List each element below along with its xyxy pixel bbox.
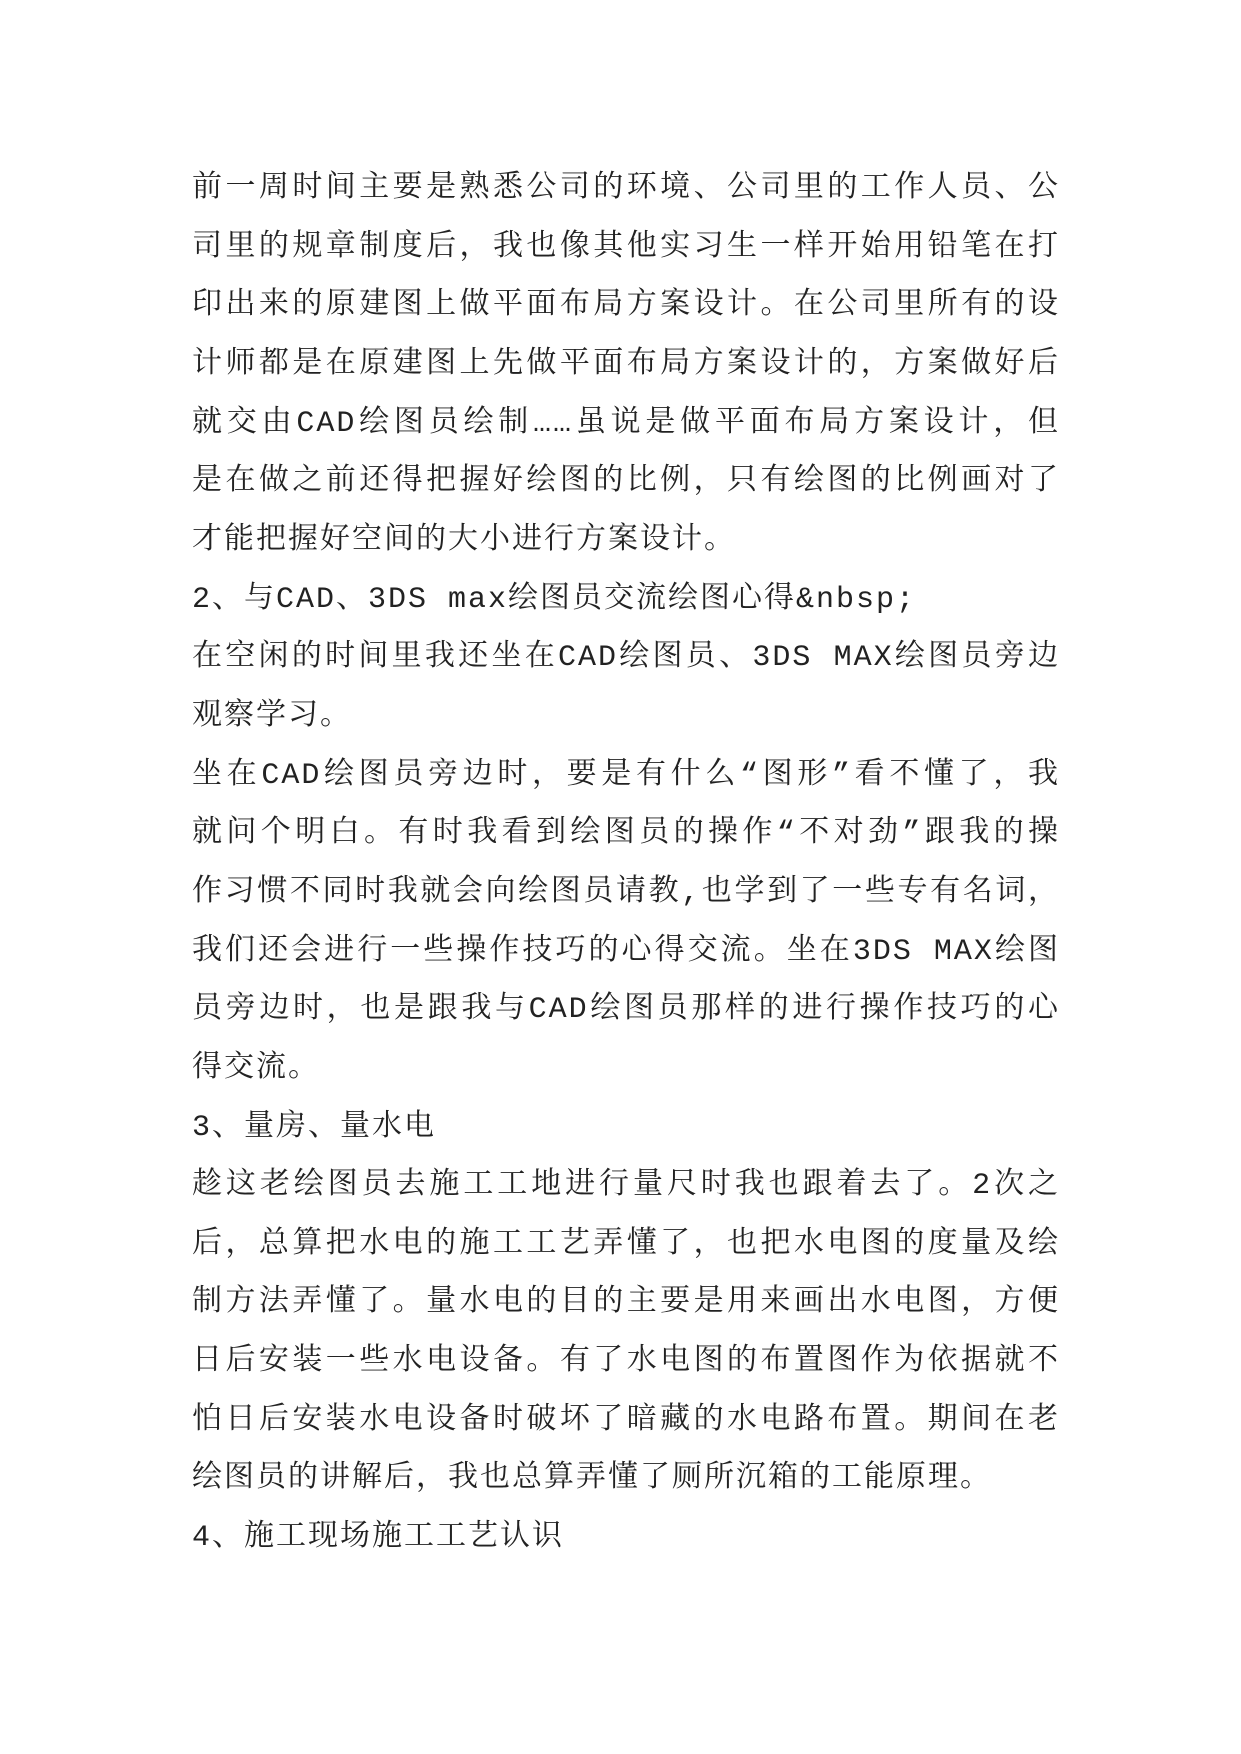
paragraph-line: 前一周时间主要是熟悉公司的环境、公司里的工作人员、公	[192, 172, 1060, 206]
paragraph-line: 计师都是在原建图上先做平面布局方案设计的，方案做好后	[192, 347, 1060, 382]
paragraph	[192, 747, 1060, 1099]
section-3	[192, 1099, 1060, 1510]
paragraph-line: 得交流。	[192, 1051, 320, 1086]
paragraph-line: 印出来的原建图上做平面布局方案设计。在公司里所有的设	[192, 289, 1060, 324]
section-heading: 2、与CAD、3DS max绘图员交流绘图心得&nbsp;	[192, 582, 917, 617]
paragraph	[192, 629, 1060, 746]
paragraph-line: 制方法弄懂了。量水电的目的主要是用来画出水电图，方便	[192, 1286, 1060, 1321]
paragraph-line: 绘图员的讲解后，我也总算弄懂了厕所沉箱的工能原理。	[192, 1462, 992, 1497]
section-2	[192, 571, 1060, 1099]
paragraph-line: 后，总算把水电的施工工艺弄懂了，也把水电图的度量及绘	[192, 1227, 1060, 1262]
paragraph-line: 在空闲的时间里我还坐在CAD绘图员、3DS MAX绘图员旁边	[192, 641, 1060, 676]
paragraph	[192, 1157, 1060, 1509]
section-heading: 3、量房、量水电	[192, 1110, 437, 1145]
paragraph-line: 员旁边时，也是跟我与CAD绘图员那样的进行操作技巧的心	[192, 993, 1060, 1028]
paragraph-line: 作习惯不同时我就会向绘图员请教,也学到了一些专有名词，	[192, 875, 1060, 910]
intro-paragraph	[192, 160, 1060, 571]
paragraph-line: 司里的规章制度后，我也像其他实习生一样开始用铅笔在打	[192, 230, 1060, 265]
section-4	[192, 1509, 1060, 1568]
paragraph-line: 是在做之前还得把握好绘图的比例，只有绘图的比例画对了	[192, 465, 1060, 500]
paragraph-line: 我们还会进行一些操作技巧的心得交流。坐在3DS MAX绘图	[192, 934, 1060, 969]
paragraph-line: 坐在CAD绘图员旁边时，要是有什么“图形”看不懂了，我	[192, 758, 1060, 793]
paragraph-line: 就问个明白。有时我看到绘图员的操作“不对劲”跟我的操	[192, 817, 1060, 852]
paragraph-line: 就交由CAD绘图员绘制……虽说是做平面布局方案设计，但	[192, 406, 1060, 441]
paragraph-line: 趁这老绘图员去施工工地进行量尺时我也跟着去了。2次之	[192, 1169, 1060, 1204]
section-heading: 4、施工现场施工工艺认识	[192, 1521, 565, 1556]
paragraph-line: 才能把握好空间的大小进行方案设计。	[192, 523, 736, 558]
paragraph-line: 怕日后安装水电设备时破坏了暗藏的水电路布置。期间在老	[192, 1403, 1060, 1438]
document-body	[192, 160, 1060, 1568]
paragraph-line: 观察学习。	[192, 699, 352, 734]
paragraph-line: 日后安装一些水电设备。有了水电图的布置图作为依据就不	[192, 1345, 1060, 1380]
